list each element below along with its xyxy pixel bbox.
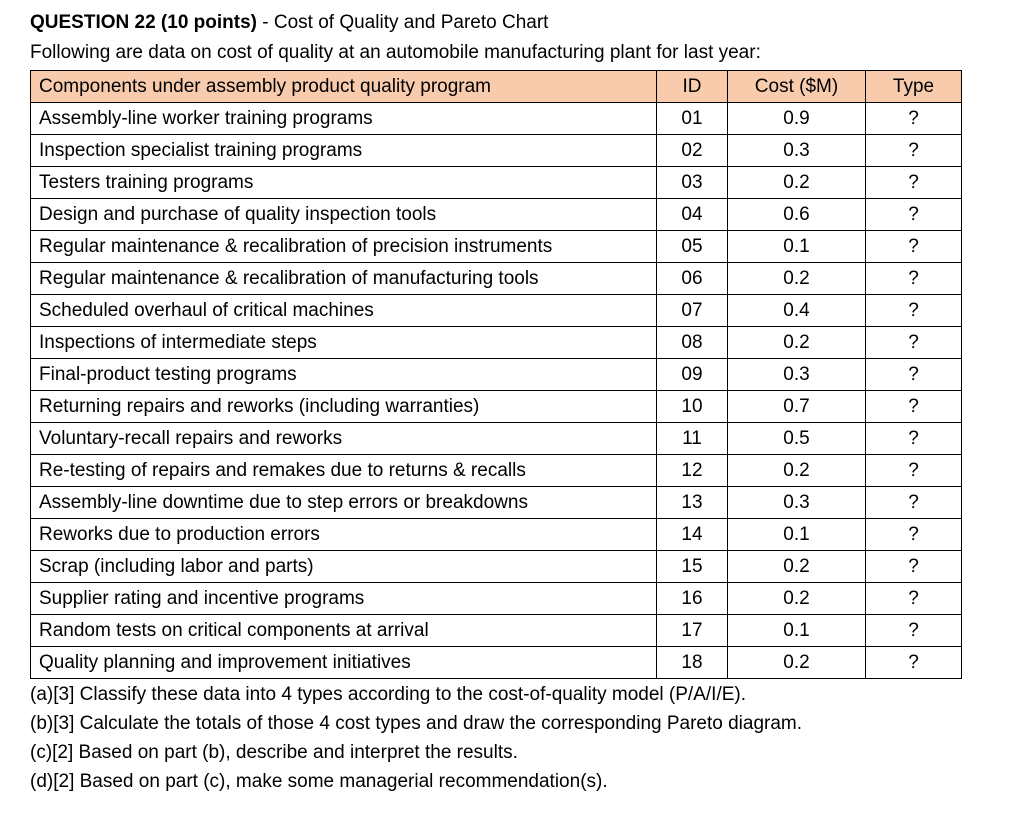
question-parts [30,680,802,796]
id-cell: 09 [657,359,728,391]
component-cell: Random tests on critical components at arrival [31,615,657,647]
id-cell: 06 [657,263,728,295]
cost-cell: 0.3 [728,135,866,167]
question-part: (a)[3] Classify these data into 4 types according to the cost-of-quality model (P/A/I/E). [30,684,746,705]
table-row [31,423,962,455]
header-id: ID [657,71,728,103]
question-part: (b)[3] Calculate the totals of those 4 cost types and draw the corresponding Pareto diagram. [30,713,803,734]
component-cell: Scrap (including labor and parts) [31,551,657,583]
table-row [31,455,962,487]
type-cell: ? [866,551,962,583]
cost-cell: 0.1 [728,519,866,551]
id-cell: 05 [657,231,728,263]
table-row [31,327,962,359]
table-row [31,167,962,199]
table-row [31,231,962,263]
type-cell: ? [866,487,962,519]
component-cell: Re-testing of repairs and remakes due to returns & recalls [31,455,657,487]
type-cell: ? [866,455,962,487]
type-cell: ? [866,327,962,359]
component-cell: Voluntary-recall repairs and reworks [31,423,657,455]
cost-cell: 0.2 [728,583,866,615]
type-cell: ? [866,135,962,167]
cost-cell: 0.2 [728,327,866,359]
component-cell: Regular maintenance & recalibration of manufacturing tools [31,263,657,295]
component-cell: Testers training programs [31,167,657,199]
id-cell: 04 [657,199,728,231]
cost-cell: 0.2 [728,263,866,295]
type-cell: ? [866,583,962,615]
id-cell: 11 [657,423,728,455]
id-cell: 07 [657,295,728,327]
table-row [31,647,962,679]
id-cell: 15 [657,551,728,583]
component-cell: Supplier rating and incentive programs [31,583,657,615]
type-cell: ? [866,199,962,231]
cost-cell: 0.5 [728,423,866,455]
table-row [31,135,962,167]
table-row [31,295,962,327]
component-cell: Returning repairs and reworks (including warranties) [31,391,657,423]
question-title [30,10,548,36]
type-cell: ? [866,103,962,135]
cost-cell: 0.2 [728,455,866,487]
table-row [31,583,962,615]
cost-cell: 0.3 [728,487,866,519]
type-cell: ? [866,615,962,647]
component-cell: Scheduled overhaul of critical machines [31,295,657,327]
component-cell: Assembly-line worker training programs [31,103,657,135]
cost-cell: 0.1 [728,615,866,647]
id-cell: 16 [657,583,728,615]
table-row [31,103,962,135]
component-cell: Quality planning and improvement initiatives [31,647,657,679]
type-cell: ? [866,647,962,679]
cost-cell: 0.3 [728,359,866,391]
id-cell: 01 [657,103,728,135]
cost-cell: 0.2 [728,647,866,679]
id-cell: 03 [657,167,728,199]
intro-text: Following are data on cost of quality at an automobile manufacturing plant for last year: [30,42,761,63]
table-row [31,519,962,551]
id-cell: 17 [657,615,728,647]
type-cell: ? [866,263,962,295]
component-cell: Assembly-line downtime due to step errors or breakdowns [31,487,657,519]
cost-cell: 0.4 [728,295,866,327]
type-cell: ? [866,519,962,551]
question-number: QUESTION 22 (10 points) [30,12,257,33]
header-component: Components under assembly product quality program [31,71,657,103]
component-cell: Inspection specialist training programs [31,135,657,167]
type-cell: ? [866,423,962,455]
id-cell: 13 [657,487,728,519]
component-cell: Reworks due to production errors [31,519,657,551]
type-cell: ? [866,231,962,263]
table-header-row [31,71,962,103]
table-row [31,199,962,231]
id-cell: 12 [657,455,728,487]
cost-of-quality-table [30,70,962,679]
id-cell: 02 [657,135,728,167]
component-cell: Design and purchase of quality inspection tools [31,199,657,231]
cost-cell: 0.6 [728,199,866,231]
cost-cell: 0.1 [728,231,866,263]
id-cell: 14 [657,519,728,551]
question-part: (d)[2] Based on part (c), make some managerial recommendation(s). [30,771,608,792]
cost-cell: 0.7 [728,391,866,423]
cost-cell: 0.9 [728,103,866,135]
question-part: (c)[2] Based on part (b), describe and interpret the results. [30,742,518,763]
id-cell: 18 [657,647,728,679]
type-cell: ? [866,359,962,391]
table-row [31,391,962,423]
id-cell: 08 [657,327,728,359]
component-cell: Final-product testing programs [31,359,657,391]
table-row [31,263,962,295]
table-row [31,487,962,519]
header-cost: Cost ($M) [728,71,866,103]
header-type: Type [866,71,962,103]
table-row [31,615,962,647]
component-cell: Regular maintenance & recalibration of precision instruments [31,231,657,263]
cost-cell: 0.2 [728,167,866,199]
table-row [31,551,962,583]
type-cell: ? [866,391,962,423]
table-body [31,103,962,679]
id-cell: 10 [657,391,728,423]
component-cell: Inspections of intermediate steps [31,327,657,359]
cost-cell: 0.2 [728,551,866,583]
table-row [31,359,962,391]
type-cell: ? [866,167,962,199]
type-cell: ? [866,295,962,327]
question-topic: - Cost of Quality and Pareto Chart [256,12,549,33]
